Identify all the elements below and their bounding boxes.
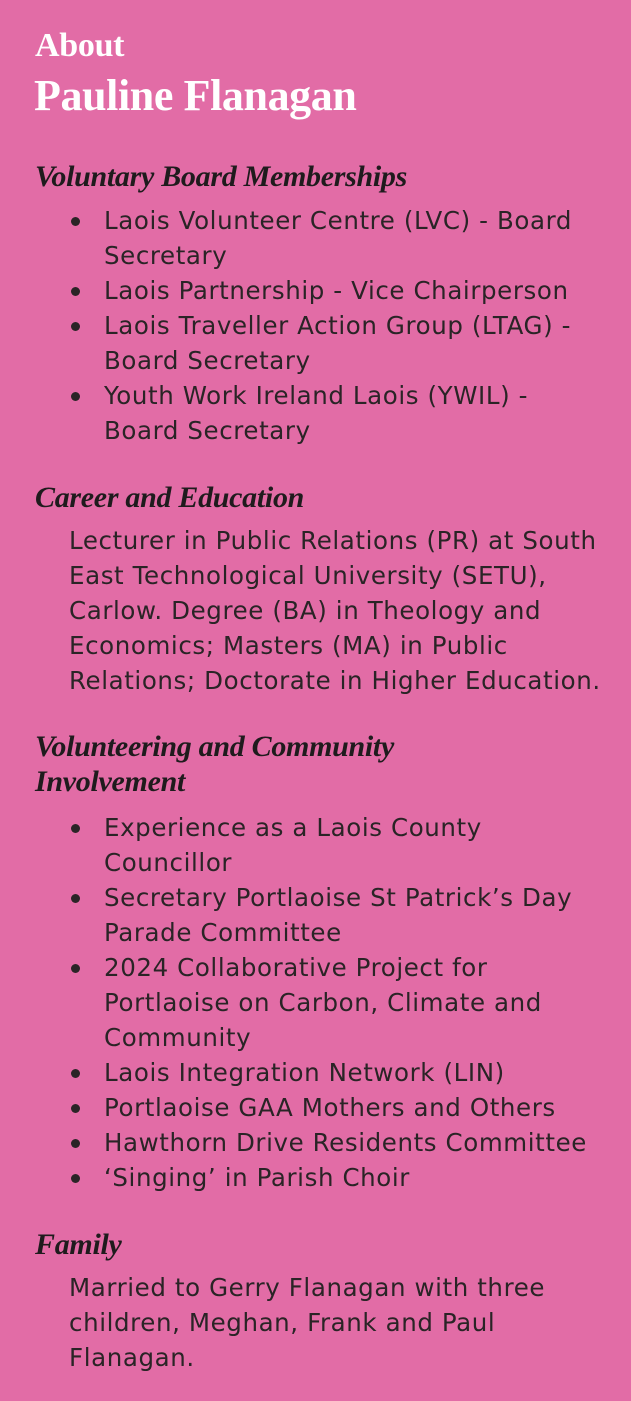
list-item — [0, 1160, 631, 1195]
volunteering-heading-line: Involvement — [35, 765, 186, 798]
list-item — [0, 1055, 631, 1090]
volunteering-list — [0, 810, 631, 1195]
career-line: Economics; Masters (MA) in Public — [69, 631, 508, 660]
career-line: East Technological University (SETU), — [69, 561, 547, 590]
volunteering-heading — [35, 729, 394, 799]
list-item-line: ‘Singing’ in Parish Choir — [104, 1163, 410, 1192]
bullet-icon — [71, 217, 80, 226]
bullet-icon — [71, 824, 80, 833]
list-item-line: Councillor — [104, 848, 233, 877]
list-item-line: Youth Work Ireland Laois (YWIL) - — [104, 381, 529, 410]
family-line: Flanagan. — [69, 1343, 195, 1372]
board-list — [0, 203, 631, 448]
bullet-icon — [71, 1139, 80, 1148]
career-line: Carlow. Degree (BA) in Theology and — [69, 596, 542, 625]
career-heading: Career and Education — [35, 481, 305, 514]
bullet-icon — [71, 322, 80, 331]
list-item-line: Secretary — [104, 241, 228, 270]
list-item-line: Laois Traveller Action Group (LTAG) - — [104, 311, 572, 340]
list-item-line: Community — [104, 1023, 252, 1052]
list-item-line: Experience as a Laois County — [104, 813, 482, 842]
list-item-line: Parade Committee — [104, 918, 342, 947]
list-item — [0, 273, 631, 308]
family-heading: Family — [35, 1228, 122, 1261]
career-line: Lecturer in Public Relations (PR) at South — [69, 526, 597, 555]
list-item-line: Secretary Portlaoise St Patrick’s Day — [104, 883, 573, 912]
bullet-icon — [71, 392, 80, 401]
career-line: Relations; Doctorate in Higher Education. — [69, 666, 601, 695]
career-text — [69, 523, 614, 698]
list-item-line: 2024 Collaborative Project for — [104, 953, 488, 982]
bullet-icon — [71, 1104, 80, 1113]
list-item-line: Laois Volunteer Centre (LVC) - Board — [104, 206, 573, 235]
list-item-line: Portlaoise on Carbon, Climate and — [104, 988, 542, 1017]
list-item-line: Hawthorn Drive Residents Committee — [104, 1128, 587, 1157]
list-item-line: Portlaoise GAA Mothers and Others — [104, 1093, 556, 1122]
list-item — [0, 950, 631, 1055]
list-item — [0, 308, 631, 378]
list-item-line: Laois Partnership - Vice Chairperson — [104, 276, 569, 305]
about-label: About — [35, 27, 125, 64]
volunteering-heading-line: Volunteering and Community — [35, 730, 394, 763]
list-item — [0, 378, 631, 448]
bullet-icon — [71, 1069, 80, 1078]
bullet-icon — [71, 287, 80, 296]
list-item-line: Board Secretary — [104, 416, 311, 445]
board-heading: Voluntary Board Memberships — [35, 160, 407, 193]
list-item — [0, 810, 631, 880]
list-item — [0, 1125, 631, 1160]
list-item-line: Laois Integration Network (LIN) — [104, 1058, 505, 1087]
family-text — [69, 1270, 614, 1375]
list-item — [0, 203, 631, 273]
bullet-icon — [71, 894, 80, 903]
page-title: Pauline Flanagan — [34, 71, 357, 120]
family-line: children, Meghan, Frank and Paul — [69, 1308, 496, 1337]
bullet-icon — [71, 1174, 80, 1183]
bullet-icon — [71, 964, 80, 973]
family-line: Married to Gerry Flanagan with three — [69, 1273, 546, 1302]
list-item — [0, 1090, 631, 1125]
list-item — [0, 880, 631, 950]
list-item-line: Board Secretary — [104, 346, 311, 375]
